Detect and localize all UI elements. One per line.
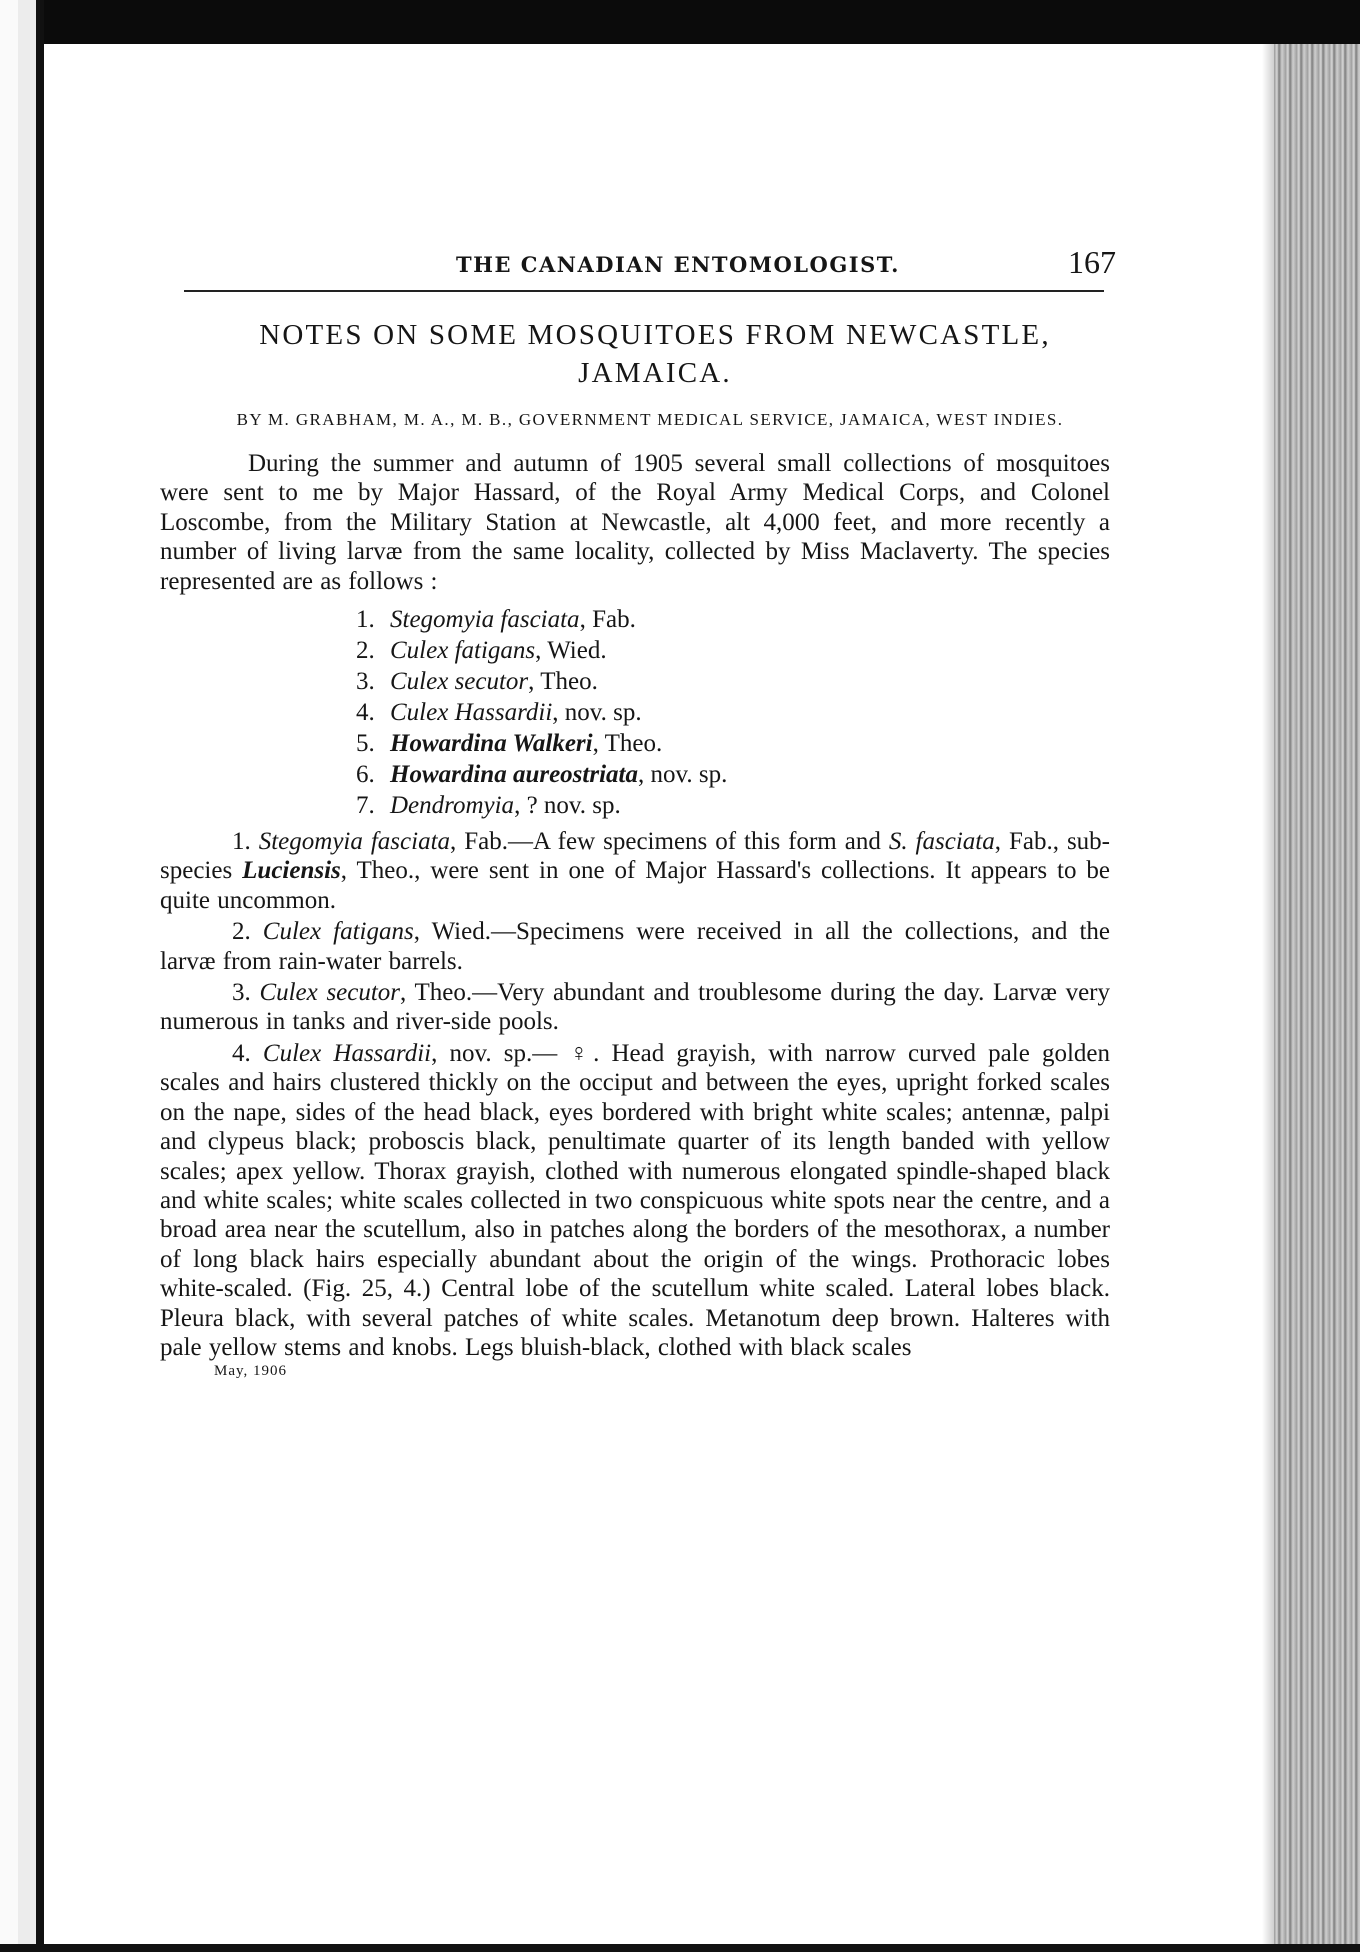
page-number: 167: [1068, 244, 1116, 280]
species-name: Culex Hassardii: [390, 699, 553, 727]
header-rule: [184, 290, 1104, 292]
paragraph-text: , Theo., were sent in one of Major Hassard's collections. It appears to be quite uncommon.: [160, 857, 1110, 914]
species-name: Culex fatigans: [390, 637, 536, 665]
scan-left-margin: [0, 0, 44, 1952]
scan-top-border: [0, 0, 1360, 44]
species-list: [356, 604, 1110, 821]
intro-paragraph: During the summer and autumn of 1905 several small collections of mosquitoes were sent to me by Major Hassard, of the Royal Army Medical Corps, and Colonel Loscombe, from the Military Station at Newcastle, alt 4,000 feet, and more recently a number of living larvæ from the same locality, collected by Miss Maclaverty. The species represented are as follows :: [160, 450, 1110, 595]
list-item: [356, 604, 1110, 635]
document-page: [160, 244, 1116, 1380]
list-item: [356, 759, 1110, 790]
species-author: , ? nov. sp.: [514, 792, 621, 820]
species-name: S. fasciata: [888, 828, 995, 856]
species-name: Stegomyia fasciata: [390, 606, 580, 634]
species-author: , Wied.: [535, 637, 607, 665]
species-number: 2.: [356, 637, 375, 665]
list-item: [356, 666, 1110, 697]
paragraph-number: 3.: [232, 979, 260, 1007]
species-name: Stegomyia fasciata: [258, 828, 451, 856]
list-item: [356, 697, 1110, 728]
running-head: THE CANADIAN ENTOMOLOGIST.: [456, 252, 900, 277]
species-paragraph-1: [160, 827, 1110, 915]
list-item: [356, 728, 1110, 759]
species-author: , Theo.: [528, 668, 598, 696]
subspecies-name: Luciensis: [242, 857, 341, 885]
species-name: Dendromyia: [390, 792, 515, 820]
species-author: , nov. sp.: [552, 699, 642, 727]
paragraph-number: 1.: [232, 828, 259, 856]
paragraph-number: 4.: [232, 1039, 263, 1067]
paragraph-text: , Fab.—A few specimens of this form and: [450, 828, 889, 856]
species-name: Howardina aureostriata: [390, 761, 638, 789]
page-header: [160, 244, 1116, 294]
article-title: NOTES ON SOME MOSQUITOES FROM NEWCASTLE, JAMAICA.: [259, 319, 1051, 389]
page-edge-shade: [1262, 44, 1274, 1952]
list-item: [356, 635, 1110, 666]
species-paragraph-3: [160, 978, 1110, 1037]
paragraph-text: , Wied.—Specimens were received in all the collections, and the larvæ from rain-water barrels.: [160, 918, 1111, 975]
paragraph-number: 2.: [232, 918, 263, 946]
species-paragraph-4: [160, 1039, 1110, 1362]
species-number: 1.: [356, 606, 375, 634]
species-name: Howardina Walkeri: [390, 730, 593, 758]
species-number: 5.: [356, 730, 375, 758]
page-fold: [0, 0, 18, 1952]
species-number: 4.: [356, 699, 375, 727]
footer-signature: May, 1906: [214, 1363, 288, 1380]
species-name: Culex fatigans: [262, 918, 414, 946]
paragraph-text: , Theo.—Very abundant and troublesome during the day. Larvæ very numerous in tanks and river-side pools.: [160, 979, 1110, 1036]
paragraph-text: , Fab., sub-species: [160, 828, 1111, 885]
scan-bottom-border: [0, 1944, 1360, 1952]
species-author: , Fab.: [579, 606, 636, 634]
species-author: , Theo.: [592, 730, 663, 758]
species-author: , nov. sp.: [637, 761, 728, 789]
species-name: Culex secutor: [259, 979, 401, 1007]
list-item: [356, 790, 1110, 821]
book-page-edges: [1274, 44, 1360, 1952]
article-byline: BY M. GRABHAM, M. A., M. B., GOVERNMENT MEDICAL SERVICE, JAMAICA, WEST INDIES.: [236, 410, 1064, 429]
species-name: Culex Hassardii: [262, 1039, 432, 1067]
species-number: 6.: [356, 761, 375, 789]
species-number: 3.: [356, 668, 375, 696]
species-paragraph-2: [160, 917, 1110, 976]
species-number: 7.: [356, 792, 375, 820]
species-name: Culex secutor: [390, 668, 529, 696]
paragraph-text: , nov. sp.— ♀. Head grayish, with narrow curved pale golden scales and hairs clustered thickly on the occiput and between the eyes, upright forked scales on the nape, sides of the head black, eyes bordered with bright white scales; antennæ, palpi and clypeus black; proboscis black, penultimate quarter of its length banded with yellow scales; apex yellow. Thorax grayish, clothed with numerous elongated spindle-shaped black and white scales; white scales collected in two conspicuous white spots near the centre, and a broad area near the scutellum, also in patches along the borders of the mesothorax, a number of long black hairs especially abundant about the origin of the wings. Prothoracic lobes white-scaled. (Fig. 25, 4.) Central lobe of the scutellum white scaled. Lateral lobes black. Pleura black, with several patches of white scales. Metanotum deep brown. Halteres with pale yellow stems and knobs. Legs bluish-black, clothed with black scales: [160, 1039, 1110, 1361]
